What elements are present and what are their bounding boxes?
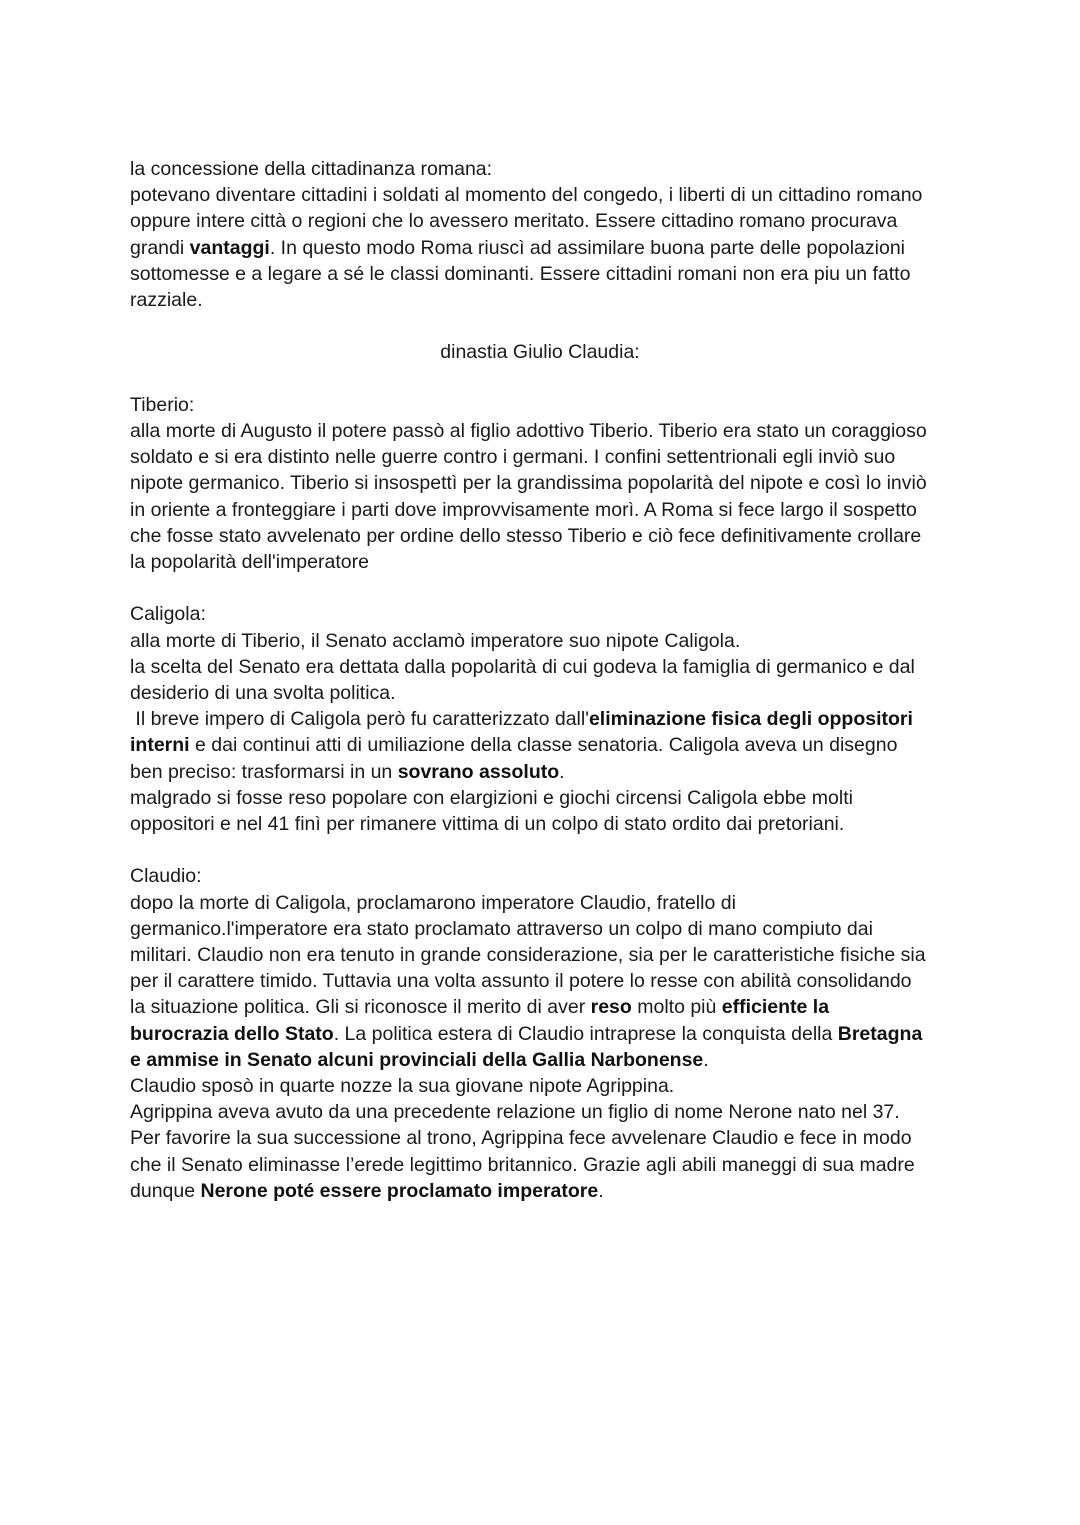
intro-line: sottomesse e a legare a sé le classi dominanti. Essere cittadini romani non era piu un fatto — [130, 262, 911, 285]
caligola-section — [130, 601, 960, 837]
paragraph-line: nipote germanico. Tiberio si insospettì per la grandissima popolarità del nipote e così lo inviò — [130, 472, 927, 495]
section-heading: Tiberio: — [130, 393, 195, 416]
tiberio-section — [130, 392, 960, 575]
paragraph-line: per il carattere timido. Tuttavia una volta assunto il potere lo resse con abilità consolidando — [130, 970, 912, 993]
text-run: . La politica estera di Claudio intraprese la conquista della — [333, 1022, 838, 1045]
spacer — [130, 575, 960, 601]
section-heading: Claudio: — [130, 865, 202, 888]
bold-term: eliminazione fisica degli oppositori — [588, 708, 913, 731]
intro-line: oppure intere città o regioni che lo avessero meritato. Essere cittadino romano procurava — [130, 210, 898, 233]
intro-line — [130, 235, 960, 261]
text-run: . — [598, 1179, 604, 1202]
paragraph-line: Per favorire la sua successione al trono, Agrippina fece avvelenare Claudio e fece in modo — [130, 1127, 912, 1150]
paragraph-line: desiderio di una svolta politica. — [130, 682, 396, 705]
paragraph-line — [130, 994, 960, 1020]
paragraph-line — [130, 706, 960, 732]
text-run: la situazione politica. Gli si riconosce il merito di aver — [130, 996, 591, 1019]
bold-term: interni — [130, 734, 190, 757]
paragraph-line: alla morte di Augusto il potere passò al figlio adottivo Tiberio. Tiberio era stato un coraggioso — [130, 420, 927, 442]
intro-line: razziale. — [130, 289, 203, 312]
bold-term: Bretagna — [837, 1022, 923, 1045]
text-run: . — [703, 1048, 709, 1071]
bold-term: burocrazia dello Stato — [130, 1022, 334, 1045]
text-run: molto più — [631, 996, 722, 1019]
bold-term: vantaggi — [189, 236, 270, 259]
intro-line: potevano diventare cittadini i soldati al momento del congedo, i liberti di un cittadino romano — [130, 184, 923, 207]
paragraph-line: oppositori e nel 41 finì per rimanere vittima di un colpo di stato ordito dai pretoriani. — [130, 813, 845, 836]
text-run: grandi — [130, 236, 190, 259]
paragraph-line: che fosse stato avvelenato per ordine dello stesso Tiberio e ciò fece definitivamente crollare — [130, 524, 922, 547]
claudio-section — [130, 863, 960, 1204]
bold-term: efficiente la — [721, 996, 830, 1019]
paragraph-line — [130, 759, 960, 785]
spacer — [130, 366, 960, 392]
text-run: e dai continui atti di umiliazione della classe senatoria. Caligola aveva un disegno — [189, 734, 898, 757]
paragraph-line: alla morte di Tiberio, il Senato acclamò imperatore suo nipote Caligola. — [130, 629, 741, 652]
paragraph-line: dopo la morte di Caligola, proclamarono imperatore Claudio, fratello di — [130, 891, 736, 914]
document-page — [130, 156, 960, 1204]
intro-line: la concessione della cittadinanza romana: — [130, 158, 493, 180]
paragraph-line: la scelta del Senato era dettata dalla popolarità di cui godeva la famiglia di germanico e dal — [130, 655, 915, 678]
bold-term: sovrano assoluto — [397, 760, 560, 783]
paragraph-line: che il Senato eliminasse l’erede legittimo britannico. Grazie agli abili maneggi di sua madre — [130, 1153, 915, 1176]
spacer — [130, 837, 960, 863]
paragraph-line — [130, 1178, 960, 1204]
paragraph-line: la popolarità dell'imperatore — [130, 551, 369, 574]
bold-term: Nerone poté essere proclamato imperatore — [200, 1179, 599, 1202]
text-run: dunque — [130, 1179, 201, 1202]
bold-term: ammise in Senato alcuni provinciali della Gallia Narbonense — [146, 1048, 704, 1071]
paragraph-line: Claudio sposò in quarte nozze la sua giovane nipote Agrippina. — [130, 1075, 675, 1098]
paragraph-line: soldato e si era distinto nelle guerre contro i germani. I confini settentrionali egli inviò suo — [130, 446, 896, 469]
paragraph-line: Agrippina aveva avuto da una precedente relazione un figlio di nome Nerone nato nel 37. — [130, 1101, 900, 1124]
text-run: . In questo modo Roma riuscì ad assimilare buona parte delle popolazioni — [269, 236, 906, 259]
paragraph-line — [130, 732, 960, 758]
paragraph-line: in oriente a fronteggiare i parti dove improvvisamente morì. A Roma si fece largo il sospetto — [130, 498, 917, 521]
dynasty-title: dinastia Giulio Claudia: — [440, 341, 640, 364]
bold-term: e — [130, 1048, 147, 1071]
intro-paragraph — [130, 156, 960, 313]
section-heading: Caligola: — [130, 603, 206, 626]
paragraph-line — [130, 1047, 960, 1073]
bold-term: reso — [590, 996, 632, 1019]
paragraph-line: germanico.l'imperatore era stato proclamato attraverso un colpo di mano compiuto dai — [130, 917, 873, 940]
text-run: Il breve impero di Caligola però fu caratterizzato dall' — [130, 708, 589, 731]
paragraph-line — [130, 1021, 960, 1047]
spacer — [130, 313, 960, 339]
text-run: . — [559, 760, 565, 783]
paragraph-line: militari. Claudio non era tenuto in grande considerazione, sia per le caratteristiche fisiche sia — [130, 944, 926, 967]
text-run: ben preciso: trasformarsi in un — [130, 760, 398, 783]
paragraph-line: malgrado si fosse reso popolare con elargizioni e giochi circensi Caligola ebbe molti — [130, 786, 853, 809]
